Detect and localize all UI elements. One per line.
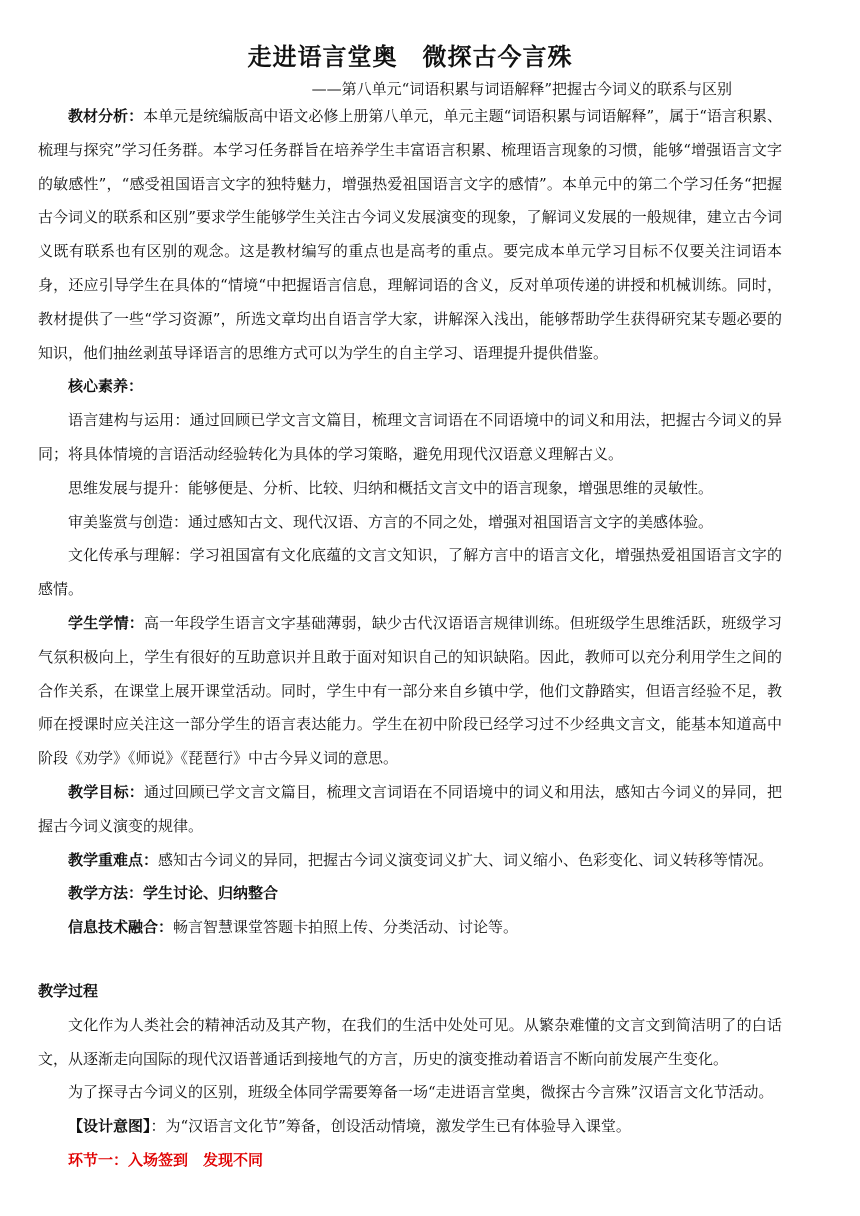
analysis-text: 本单元是统编版高中语文必修上册第八单元，单元主题“词语积累与词语解释”，属于“语言积累、梳理与探究”学习任务群。本学习任务群旨在培养学生丰富语言积累、梳理语言现象的习惯，能够“增强语言文字的敏感性”，“感受祖国语言文字的独特魅力，增强热爱祖国语言文字的感情”。本单元中的第二个学习任务“把握古今词义的联系和区别”要求学生能够学生关注古今词义发展演变的现象，了解词义发展的一般规律，建立古今词义既有联系也有区别的观念。这是教材编写的重点也是高考的重点。要完成本单元学习目标不仅要关注词语本身，还应引导学生在具体的“情境“中把握语言信息，理解词语的含义，反对单项传递的讲授和机械训练。同时，教材提供了一些“学习资源”，所选文章均出自语言学大家，讲解深入浅出，能够帮助学生获得研究某专题必要的知识，他们抽丝剥茧导译语言的思维方式可以为学生的自主学习、语理提升提供借鉴。: [38, 107, 782, 362]
difficulty-paragraph: [38, 844, 782, 878]
design-intent-label: 【设计意图】: [68, 1117, 151, 1136]
students-text: 高一年段学生语言文字基础薄弱，缺少古代汉语语言规律训练。但班级学生思维活跃，班级学习气氛积极向上，学生有很好的互助意识并且敢于面对知识自己的知识缺陷。因此，教师可以充分利用学生之间的合作关系，在课堂上展开课堂活动。同时，学生中有一部分来自乡镇中学，他们文静踏实，但语言经验不足，教师在授课时应关注这一部分学生的语言表达能力。学生在初中阶段已经学习过不少经典文言文，能基本知道高中阶段《劝学》《师说》《琵琶行》中古今异义词的意思。: [38, 613, 782, 768]
analysis-paragraph: [38, 100, 782, 370]
section-spacer: [38, 945, 782, 975]
design-intent: [38, 1110, 782, 1144]
method-text: 学生讨论、归纳整合: [143, 884, 279, 903]
goal-label: 教学目标：: [68, 782, 144, 801]
design-intent-text: ：为“汉语言文化节”筹备，创设活动情境，激发学生已有体验导入课堂。: [150, 1117, 631, 1136]
analysis-label: 教材分析：: [68, 107, 144, 125]
tech-label: 信息技术融合：: [68, 918, 174, 937]
document-page: [38, 40, 782, 1178]
difficulty-label: 教学重难点：: [68, 850, 159, 869]
students-label: 学生学情：: [68, 613, 144, 632]
literacy-item: 文化传承与理解：学习祖国富有文化底蕴的文言文知识，了解方言中的语言文化，增强热爱祖国语言文字的感情。: [38, 546, 782, 599]
tech-text: 畅言智慧课堂答题卡拍照上传、分类活动、讨论等。: [173, 918, 519, 937]
goal-text: 通过回顾已学文言文篇目，梳理文言词语在不同语境中的词义和用法，感知古今词义的异同，把握古今词义演变的规律。: [38, 782, 782, 835]
goal-paragraph: [38, 776, 782, 844]
process-paragraph: 为了探寻古今词义的区别，班级全体同学需要筹备一场“走进语言堂奥，微探古今言殊”汉语言文化节活动。: [68, 1083, 774, 1102]
literacy-label: 核心素养：: [68, 377, 144, 396]
document-subtitle: ——第八单元“词语积累与词语解释”把握古今词义的联系与区别: [311, 80, 732, 98]
tech-paragraph: [38, 911, 782, 945]
document-title: 走进语言堂奥 微探古今言殊: [247, 43, 573, 71]
method-paragraph: [38, 877, 782, 911]
method-label: 教学方法：: [68, 884, 144, 903]
process-heading: 教学过程: [38, 981, 99, 1000]
step-one-heading: [38, 1144, 782, 1178]
students-paragraph: [38, 607, 782, 776]
process-paragraph: 文化作为人类社会的精神活动及其产物，在我们的生活中处处可见。从繁杂难懂的文言文到简洁明了的白话文，从逐渐走向国际的现代汉语普通话到接地气的方言，历史的演变推动着语言不断向前发展产生变化。: [38, 1015, 782, 1068]
literacy-item: 审美鉴赏与创造：通过感知古文、现代汉语、方言的不同之处，增强对祖国语言文字的美感体验。: [68, 512, 714, 531]
literacy-heading: [38, 370, 782, 404]
difficulty-text: 感知古今词义的异同，把握古今词义演变词义扩大、词义缩小、色彩变化、词义转移等情况。: [158, 850, 774, 869]
step-one-label: 环节一：入场签到 发现不同: [68, 1150, 264, 1169]
literacy-item: 语言建构与运用：通过回顾已学文言文篇目，梳理文言词语在不同语境中的词义和用法，把握古今词义的异同；将具体情境的言语活动经验转化为具体的学习策略，避免用现代汉语意义理解古义。: [38, 411, 782, 463]
literacy-item: 思维发展与提升：能够便是、分析、比较、归纳和概括文言文中的语言现象，增强思维的灵敏性。: [68, 478, 714, 497]
